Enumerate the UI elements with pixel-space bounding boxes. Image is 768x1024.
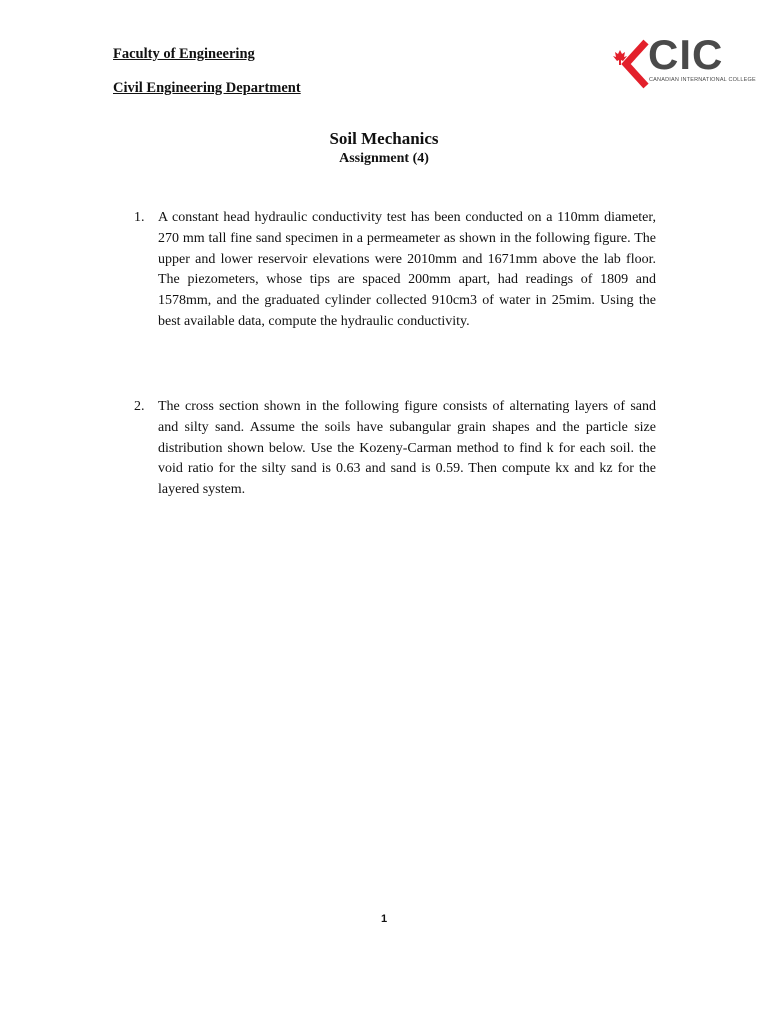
logo-wordmark: CIC — [648, 31, 724, 78]
question-text: The cross section shown in the following figure consists of alternating layers of sand and silty sand. Assume the soils have subangular grain shapes and the particle size distribution shown below. Use the Kozeny-Carman method to find k for each soil. the void ratio for the silty sand is 0.63 and sand is 0.59. Then compute kx and kz for the layered system. — [158, 399, 656, 498]
department-heading: Civil Engineering Department — [113, 80, 301, 96]
cic-logo — [612, 31, 756, 90]
question-number: 1. — [134, 210, 145, 225]
logo-subtitle: CANADIAN INTERNATIONAL COLLEGE — [649, 77, 756, 83]
question-text: A constant head hydraulic conductivity test has been conducted on a 110mm diameter, 270 mm tall fine sand specimen in a permeameter as shown in the following figure. The upper and lower reservoir elevations were 2010mm and 1671mm above the lab floor. The piezometers, whose tips are spaced 200mm apart, had readings of 1809 and 1578mm, and the graduated cylinder collected 910cm3 of water in 25mim. Using the best available data, compute the hydraulic conductivity. — [158, 210, 656, 329]
question-number: 2. — [134, 399, 145, 414]
maple-leaf-icon — [612, 38, 652, 90]
faculty-heading: Faculty of Engineering — [113, 46, 255, 62]
assignment-subtitle: Assignment (4) — [339, 151, 429, 166]
page-number: 1 — [380, 913, 388, 925]
page-title: Soil Mechanics — [329, 129, 439, 148]
